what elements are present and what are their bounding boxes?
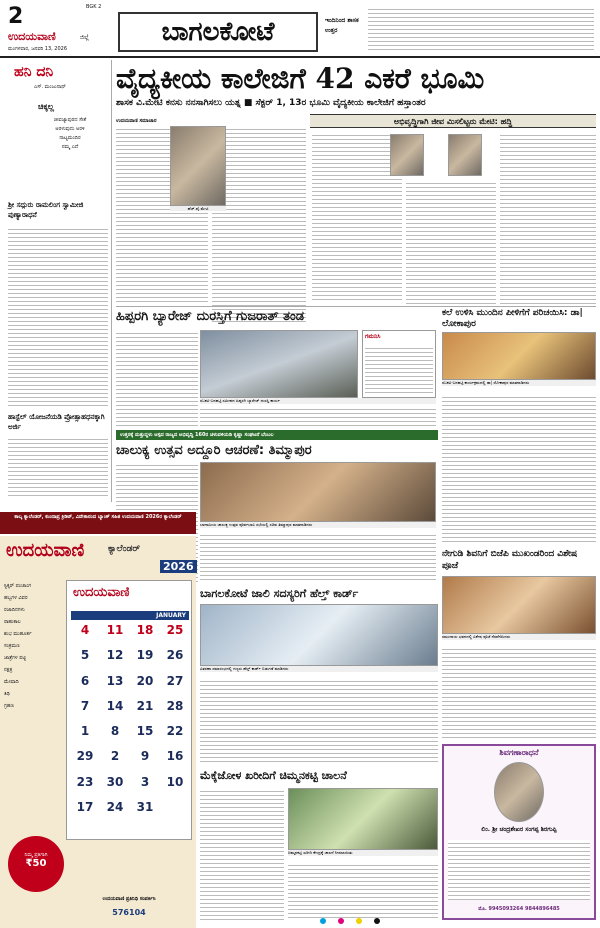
price-badge (8, 836, 64, 892)
calendar-day: 2 (110, 749, 120, 764)
hospital-body (200, 678, 438, 764)
lead-portrait-caption: ಹೆಚ್.ವೈ.ಮೇಟಿ (170, 206, 226, 211)
calendar-day: 19 (136, 648, 154, 663)
calendar-day: 1 (80, 724, 90, 738)
divider (116, 306, 596, 307)
barrage-headline: ಹಿಪ್ಪರಗಿ ಬ್ಯಾರೇಜ್ ದುರಸ್ತಿಗೆ ಗುಜರಾತ್ ತಂಡ (116, 309, 305, 324)
mekedatu-caption: ಚಿಮ್ಮನಕಟ್ಟಿ ಖರೀದಿ ಕೇಂದ್ರಕ್ಕೆ ಚಾಲನೆ ನೀಡಲಾಯಿತು (288, 850, 438, 856)
calendar-day: 4 (80, 623, 90, 637)
calendar-month: JANUARY (71, 611, 189, 620)
district-title: ಬಾಗಲಕೋಟೆ (118, 12, 318, 52)
poem-line: ನಮ್ಮ ಎದೆ (61, 144, 79, 150)
story1-body (8, 226, 108, 406)
calendar-day: 28 (166, 698, 184, 713)
calendar-day: 20 (136, 673, 154, 688)
calendar-banner: ಕಾಲ್ಕ ಕ್ಯಾಲೆಂಡರ್, ಕುಂದಾಪ್ರ ಕ್ರಿಡಿಟ್, ವಿವೇಕಾನಂದ ಬ್ಯಾಂಕ್ ಸಹಿತ ಉದಯವಾಣಿ 2026ರ ಕ್ಯಾಲೆಂಡರ್ (0, 512, 196, 534)
chalukya-photo (200, 462, 436, 522)
calendar-sub: ಕ್ಯಾಲೆಂಡರ್ (108, 544, 141, 554)
barrage-photo (200, 330, 358, 398)
calendar-day: 10 (166, 774, 184, 789)
art-body (442, 394, 596, 544)
calendar-year: 2026 (160, 560, 197, 573)
subhead-right: ಸೆಕ್ಟರ್ 1, 13ರ ಭೂಮಿ ವೈದ್ಯಕೀಯ ಕಾಲೇಜಿಗೆ ಹಸ್ತಾಂತರ (255, 98, 426, 108)
nerugadi-photo (442, 576, 596, 634)
poem-title: ಚಿಕ್ಕಲ್ಲ (38, 102, 54, 111)
calendar-sheet (66, 580, 192, 840)
feature-item: ಸಂಕ್ರಮಣ (4, 643, 20, 649)
barrage-ad-body (365, 345, 433, 395)
feature-item: ರಾಹುಕಾಲ (4, 619, 21, 625)
calendar-grid (71, 623, 189, 823)
brand-by: ಎಸ್. ಮಂಜುನಾಥ್ (34, 84, 66, 90)
side-label: ಇಂದಿನಿಂದ ಶಾಸಕ ಉತ್ತರ (325, 17, 359, 34)
barrage-caption: ರಬಕವಿ-ಬನಹಟ್ಟಿ ಸಮೀಪದ ಹಿಪ್ಪರಗಿ ಬ್ಯಾರೇಜ್ ದುರಸ್ತಿ ಕಾರ್ಯ (200, 398, 436, 404)
calendar-day: 3 (140, 774, 150, 789)
lead-side-portrait (390, 134, 424, 176)
calendar-day: 11 (106, 623, 124, 637)
poem-line: ಅರಳುವುದು ಅರಳಿ (55, 126, 85, 132)
calendar-day: 5 (80, 648, 90, 663)
news-strip: ಉತ್ತರಕ್ಕೆ ಮತ್ತುದ್ದಳು ಆಸ್ಪದ ರಾಜ್ಯದ ಅಭಿವೃದ್ಧಿ 160ರ ಚಳುವಳಿಯಡಿ ಕೃಷ್ಣಾ ಸಂಘಟನೆ ಬೆಂಬಲ (116, 430, 438, 440)
calendar-day: 14 (106, 698, 124, 713)
calendar-day: 17 (76, 799, 94, 814)
price: ₹50 (25, 858, 47, 869)
poem-line: ನಾಟ್ಯಮಂದಿರ (59, 135, 81, 141)
calendar-day: 21 (136, 698, 154, 713)
page-number: 2 (8, 4, 24, 29)
calendar-day: 23 (76, 774, 94, 789)
calendar-day: 15 (136, 724, 154, 738)
lead-side-banner: ಅಭಿವೃದ್ಧಿಗಾಗಿ ಜೀವ ಮಿಸಲಿಟ್ಟರು ಮೇಟಿ: ಹದ್ದಿ (310, 114, 596, 128)
calendar-day: 9 (140, 749, 150, 764)
lead-side-col2 (406, 180, 496, 304)
calendar-day: 29 (76, 749, 94, 764)
nerugadi-headline: ನೇಗುಡಿ ಶಿವನಿಗೆ ಬಿಜೆಪಿ ಮುಖಂಡರಿಂದ ವಿಶೇಷ ಪೂಜೆ (442, 549, 578, 571)
mekedatu-body-2 (288, 862, 438, 920)
barrage-body-2 (200, 406, 436, 426)
poem (30, 116, 110, 152)
art-headline: ಕಲೆ ಉಳಿಸಿ ಮುಂದಿನ ಪೀಳಿಗೆಗೆ ಪರಿಚಯಿಸಿ: ಡಾ| ಲೋಕಾಪುರ (442, 308, 583, 329)
feature-item: ಮೇಷಾದಿ (4, 679, 19, 685)
calendar-day: 27 (166, 673, 184, 688)
obituary-title: ಶಿವಗಣಾರಾಧನೆ (499, 748, 539, 757)
lead-headline: ವೈದ್ಯಕೀಯ ಕಾಲೇಜಿಗೆ 42 ಎಕರೆ ಭೂಮಿ (116, 62, 485, 95)
calendar-brand: ಉದಯವಾಣಿ (6, 540, 85, 561)
obituary-name: ಲಿಂ. ಶ್ರೀ ಚಂದ್ರಶೇಖರ ಸಂಗಪ್ಪ ಶಿರಗುಪ್ಪಿ (481, 826, 557, 833)
subhead-left: ಶಾಸಕ ವಿ.ಮೇಟಿ ಕನಸು ನನಸಾಗಿಸಲು ಯತ್ನ (116, 98, 241, 108)
nerugadi-caption: ಸಮುದಾಯ ಭವನದಲ್ಲಿ ವಿಶೇಷ ಪೂಜೆ ನೆರವೇರಿಸಿದರು (442, 634, 596, 640)
feature-item: ನಕ್ಷತ್ರ (4, 667, 13, 673)
calendar-features (4, 580, 64, 712)
date-line: ಮಂಗಳವಾರ, ಜನವರಿ 13, 2026 (8, 46, 68, 52)
lead-subhead (116, 98, 596, 112)
feature-item: ಸ್ಟಿಕ್ಕರ್ ಪಂಚಾಂಗ (4, 583, 32, 589)
poem-line: ಜೀವಜ್ಯಾಪುರದ ಸೇತೆ (53, 117, 87, 123)
hospital-photo (200, 604, 438, 666)
story2-title: ಹಾಸ್ಟೆಲ್ ಯೋಜನೆಯಡಿ ಪ್ರೋತ್ಸಾಹಧನಕ್ಕಾಗಿ ಅರ್ಜಿ (8, 413, 105, 431)
obituary-portrait (494, 762, 544, 822)
feature-item: ಶುಭ ಮುಹೂರ್ತ (4, 631, 32, 637)
feature-item: ರಜಾದಿನಗಳು (4, 607, 25, 613)
calendar-ad (0, 536, 196, 928)
barrage-body (116, 330, 198, 426)
masthead (0, 0, 600, 58)
hospital-caption: ವಿತರಣಾ ಸಮಾರಂಭದಲ್ಲಿ ಗಣ್ಯರು ಹೆಲ್ತ್ ಕಾರ್ಡ್ ಬಿಡುಗಡೆ ಮಾಡಿದರು (200, 666, 438, 672)
story1-title: ಶ್ರೀ ಸದ್ಗುರು ರಾಮಲಿಂಗ ಸ್ವಾಮೀಜಿ ಪುಣ್ಯಾರಾಧನೆ (8, 201, 84, 219)
lead-side-col1 (312, 132, 402, 302)
mekedatu-photo (288, 788, 438, 850)
feature-item: ಗ್ರಹಣ (4, 703, 14, 709)
chalukya-body-2 (200, 532, 436, 582)
calendar-day: 8 (110, 724, 120, 738)
lead-byline: ಉದಯವಾಣಿ ಸಮಾಚಾರ (116, 118, 157, 124)
lead-side-portrait-2 (448, 134, 482, 176)
feature-item: ಹಬ್ಬಗಳ ವಿವರ (4, 595, 28, 601)
calendar-bottom-line: ಉದಯವಾಣಿ ಪ್ರತಿನಿಧಿ ಸಂಪರ್ಕಿಸಿ (102, 896, 156, 902)
feature-item: ಜಾತ್ರೆಗಳ ಪಟ್ಟಿ (4, 655, 27, 661)
calendar-day: 24 (106, 799, 124, 814)
obituary-body (448, 840, 590, 900)
hospital-headline: ಬಾಗಲಕೋಟೆ ಜಾಲಿ ಸದಸ್ಯರಿಗೆ ಹೆಲ್ತ್ ಕಾರ್ಡ್ (200, 587, 359, 600)
barrage-ad-title: ಗಮನಿಸಿ (365, 333, 381, 340)
edition: ಜಿಲ್ಲೆ (80, 34, 89, 41)
subhead-separator: ■ (243, 98, 256, 108)
lead-body-col2 (212, 126, 306, 322)
left-column (0, 60, 112, 502)
calendar-day: 7 (80, 698, 90, 713)
calendar-day: 31 (136, 799, 154, 814)
calendar-day: 18 (136, 623, 154, 637)
brand-honey: ಹನಿ ದನಿ (14, 64, 54, 80)
feature-item: ತಿಥಿ (4, 691, 10, 697)
mekedatu-headline: ಮೆಕ್ಕೆಜೋಳ ಖರೀದಿಗೆ ಚಿಮ್ಮನಕಟ್ಟಿ ಚಾಲನೆ (200, 769, 347, 782)
paper-name: ಉದಯವಾಣಿ (8, 30, 56, 43)
calendar-day: 6 (80, 673, 90, 688)
mekedatu-body (200, 788, 284, 920)
page-tag: BGK 2 (86, 4, 102, 10)
masthead-text (368, 6, 594, 52)
lead-portrait (170, 126, 226, 206)
registration-marks (120, 918, 580, 924)
calendar-day: 30 (106, 774, 124, 789)
calendar-day: 12 (106, 648, 124, 663)
calendar-sheet-brand: ಉದಯವಾಣಿ (73, 585, 130, 600)
barrage-ad (362, 330, 436, 398)
nerugadi-body (442, 646, 596, 740)
chalukya-caption: ಬಾದಾಮಿಯ ಚಾಲುಕ್ಯ ಉತ್ಸವ ಪೂರ್ವಭಾವಿ ಸಭೆಯಲ್ಲಿ ಸಚಿವ ತಿಮ್ಮಾಪುರ ಮಾತನಾಡಿದರು (200, 522, 436, 528)
art-photo (442, 332, 596, 380)
calendar-phone: 576104 (112, 908, 146, 917)
obituary-ad (442, 744, 596, 920)
obituary-phone: ಮೊ. 9945093264 9844896485 (478, 906, 560, 912)
lead-side-col3 (500, 132, 596, 304)
calendar-day: 16 (166, 749, 184, 764)
calendar-day: 22 (166, 724, 184, 738)
chalukya-headline: ಚಾಲುಕ್ಯ ಉತ್ಸವ ಅದ್ದೂರಿ ಆಚರಣೆ: ತಿಮ್ಮಾಪುರ (116, 443, 312, 458)
calendar-day: 13 (106, 673, 124, 688)
calendar-day: 25 (166, 623, 184, 637)
art-caption: ರಬಕವಿ-ಬನಹಟ್ಟಿ ಕಾರ್ಯಕ್ರಮದಲ್ಲಿ ಡಾ| ಲೋಕಾಪುರ ಮಾತನಾಡಿದರು (442, 380, 596, 386)
story2-body (8, 436, 108, 498)
price-badge-label: ನಿಮ್ಮ ಪ್ರತಿಗಾಗಿ (24, 852, 48, 858)
calendar-day: 26 (166, 648, 184, 663)
